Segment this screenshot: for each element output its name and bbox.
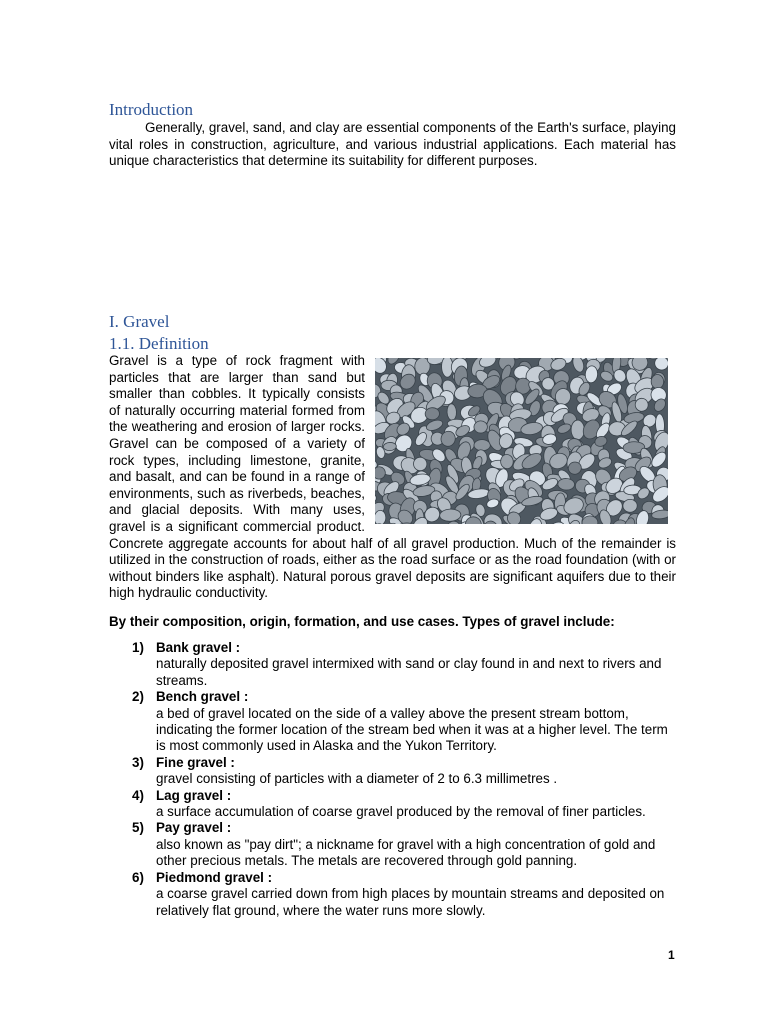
list-item-number: 5) (132, 820, 144, 836)
types-intro: By their composition, origin, formation, and use cases. Types of gravel include: (109, 614, 615, 629)
list-item-number: 2) (132, 689, 144, 705)
list-item-number: 1) (132, 640, 144, 655)
subsection-heading-definition: 1.1. Definition (109, 334, 209, 353)
gravel-type-description: naturally deposited gravel intermixed with sand or clay found in and next to rivers and streams. (156, 656, 662, 688)
gravel-image (375, 358, 668, 524)
list-item (109, 640, 676, 689)
gravel-type-description: a surface accumulation of coarse gravel produced by the removal of finer particles. (156, 804, 646, 820)
page-number: 1 (668, 948, 675, 962)
list-item-number: 4) (132, 787, 144, 803)
gravel-type-term: Pay gravel : (156, 820, 232, 836)
definition-block (109, 353, 676, 602)
gravel-type-term: Lag gravel : (156, 787, 232, 803)
gravel-type-description: a coarse gravel carried down from high places by mountain streams and deposited on relatively flat ground, where the water runs more slowly. (156, 886, 665, 918)
list-item (109, 755, 676, 788)
gravel-type-description: also known as "pay dirt"; a nickname for gravel with a high concentration of gold and other precious metals. The metals are recovered through gold panning. (156, 836, 656, 869)
gravel-type-description: gravel consisting of particles with a diameter of 2 to 6.3 millimetres . (156, 771, 558, 787)
section-heading-gravel: I. Gravel (109, 312, 170, 331)
gravel-type-term: Fine gravel : (156, 754, 235, 770)
list-item (109, 870, 676, 919)
list-item (109, 689, 676, 755)
intro-heading: Introduction (109, 100, 194, 119)
list-item (109, 788, 676, 821)
gravel-type-term: Bench gravel : (156, 689, 249, 705)
definition-paragraph: Gravel is a type of rock fragment with particles that are larger than sand but smaller than cobbles. It typically consists of naturally occurring material formed from the weathering and erosion of larger rocks. Gravel can be composed of a variety of rock types, including limestone, granite, and basalt, and can be found in a range of environments, such as riverbeds, beaches, and glacial deposits. With many uses, gravel is a significant commercial product. Concrete aggregate accounts for about half of all gravel production. Much of the remainder is utilized in the construction of roads, either as the road surface or as the road foundation (with or without binders like asphalt). Natural porous gravel deposits are significant aquifers due to their high hydraulic conductivity. (109, 353, 676, 601)
gravel-type-description: a bed of gravel located on the side of a valley above the present stream bottom, indicating the former location of the stream bed when it was at a higher level. The term is most commonly used in Alaska and the Yukon Territory. (156, 705, 668, 754)
list-item-number: 3) (132, 754, 144, 770)
gravel-types-list (109, 640, 676, 919)
list-item-number: 6) (132, 869, 144, 885)
list-item (109, 820, 676, 869)
intro-paragraph: Generally, gravel, sand, and clay are essential components of the Earth's surface, playing vital roles in construction, agriculture, and various industrial applications. Each material has unique characteristics that determine its suitability for different purposes. (109, 120, 676, 169)
gravel-type-term: Bank gravel : (156, 640, 241, 655)
gravel-type-term: Piedmond gravel : (156, 869, 273, 885)
